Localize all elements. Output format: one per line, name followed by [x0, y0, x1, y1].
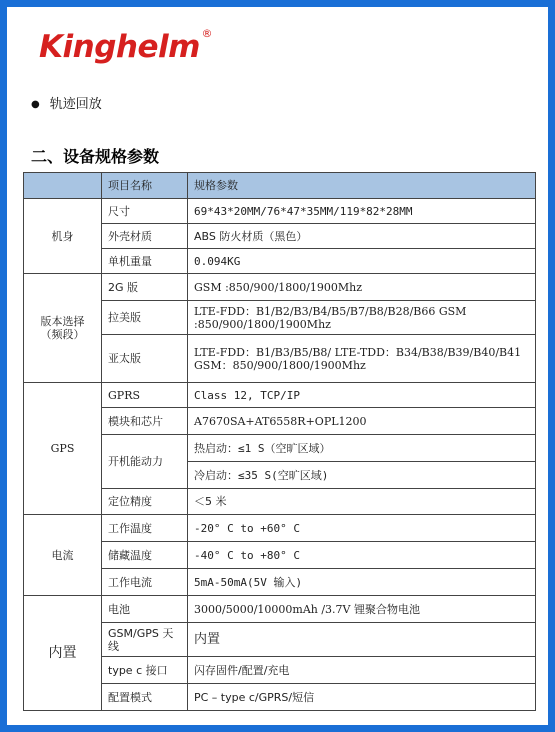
row-value: LTE-FDD：B1/B3/B5/B8/ LTE-TDD：B34/B38/B39/B40/B41 GSM：850/900/1800/1900Mhz: [188, 335, 536, 383]
row-name: 模块和芯片: [102, 408, 188, 435]
bullet-text: 轨迹回放: [49, 97, 102, 112]
row-name: 储藏温度: [102, 542, 188, 569]
row-name: 拉美版: [102, 301, 188, 335]
row-value: 5mA-50mA(5V 输入): [188, 569, 536, 596]
bullet-dot-icon: ●: [31, 99, 40, 110]
row-value: LTE-FDD：B1/B2/B3/B4/B5/B7/B8/B28/B66 GSM :850/900/1800/1900Mhz: [188, 301, 536, 335]
row-name: 2G 版: [102, 274, 188, 301]
row-value: ＜5 米: [188, 489, 536, 515]
row-name: 开机能动力: [102, 435, 188, 489]
group-label-gps: GPS: [24, 383, 102, 515]
row-name: 配置模式: [102, 684, 188, 711]
row-value: -20° C to +60° C: [188, 515, 536, 542]
row-name: 工作温度: [102, 515, 188, 542]
table-row: [24, 199, 536, 224]
row-value: 3000/5000/10000mAh /3.7V 锂聚合物电池: [188, 596, 536, 623]
group-label-builtin: 内置: [24, 596, 102, 711]
row-value: A7670SA+AT6558R+OPL1200: [188, 408, 536, 435]
spec-table: [23, 172, 536, 711]
table-row: [24, 274, 536, 301]
row-name: 电池: [102, 596, 188, 623]
row-value: 69*43*20MM/76*47*35MM/119*82*28MM: [188, 199, 536, 224]
kinghelm-logo: Kinghelm ®: [39, 27, 212, 65]
row-name: 工作电流: [102, 569, 188, 596]
bullet-item: [31, 93, 102, 112]
row-name: 外壳材质: [102, 224, 188, 249]
row-name: 定位精度: [102, 489, 188, 515]
row-name: 单机重量: [102, 249, 188, 274]
row-value: Class 12, TCP/IP: [188, 383, 536, 408]
row-value: ABS 防火材质（黑色）: [188, 224, 536, 249]
document-page: [7, 7, 548, 725]
table-row: [24, 383, 536, 408]
row-name: 尺寸: [102, 199, 188, 224]
section-heading: 二、设备规格参数: [31, 147, 160, 166]
group-label-current: 电流: [24, 515, 102, 596]
group-label-body: 机身: [24, 199, 102, 274]
row-value-cold-start: 冷启动：≤35 S(空旷区域): [188, 462, 536, 489]
row-name: 亚太版: [102, 335, 188, 383]
header-cell-item: 项目名称: [102, 173, 188, 199]
row-value: GSM :850/900/1800/1900Mhz: [188, 274, 536, 301]
row-name: type c 接口: [102, 657, 188, 684]
table-row: [24, 596, 536, 623]
row-value: PC – type c/GPRS/短信: [188, 684, 536, 711]
row-value: 闪存固件/配置/充电: [188, 657, 536, 684]
row-name: GSM/GPS 天线: [102, 623, 188, 657]
group-label-version: 版本选择（频段）: [24, 274, 102, 383]
row-name: GPRS: [102, 383, 188, 408]
table-row: [24, 515, 536, 542]
row-value-hot-start: 热启动：≤1 S（空旷区域）: [188, 435, 536, 462]
row-value: 0.094KG: [188, 249, 536, 274]
table-header-row: [24, 173, 536, 199]
row-value: -40° C to +80° C: [188, 542, 536, 569]
header-cell-spec: 规格参数: [188, 173, 536, 199]
header-cell-blank: [24, 173, 102, 199]
registered-mark: ®: [201, 27, 212, 40]
row-value: 内置: [188, 623, 536, 657]
